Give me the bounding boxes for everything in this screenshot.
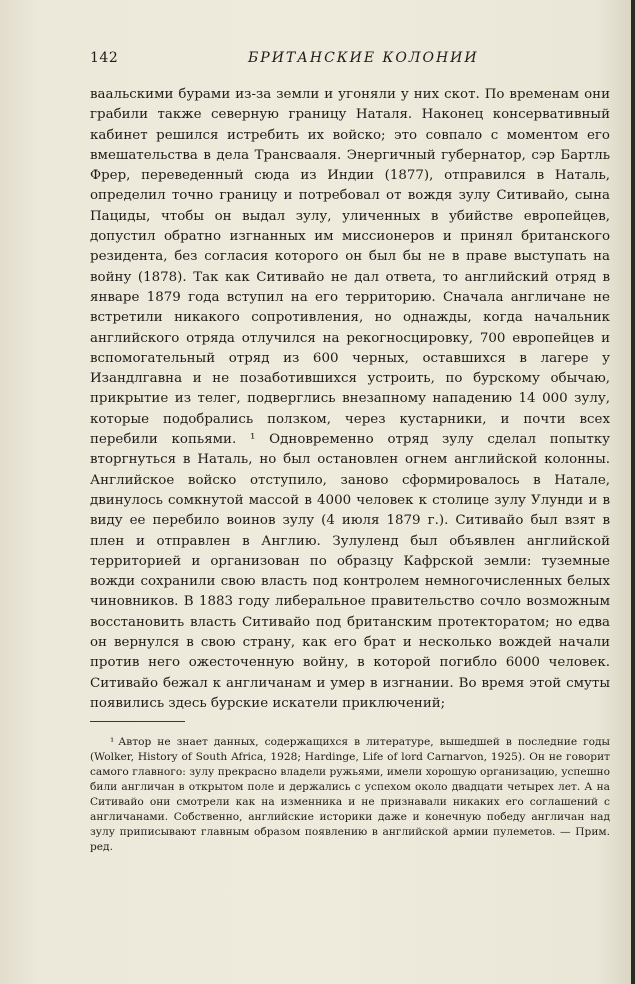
page-header	[90, 50, 560, 72]
book-spine-edge	[631, 0, 635, 984]
footnote	[90, 735, 610, 855]
page-number: 142	[90, 50, 119, 66]
footnote-mark: ¹	[110, 736, 115, 748]
footnote-divider	[90, 721, 185, 722]
body-paragraph: ваальскими бурами из-за земли и угоняли у них скот. По временам они грабили также северную границу Наталя. Наконец консервативный кабинет решился истребить их войско; это совпало с моментом его вмешательства в дела Трансвааля. Энергичный губернатор, сэр Бартль Фрер, переведенный сюда из Индии (1877), отправился в Наталь, определил точно границу и потребовал от вождя зулу Ситивайо, сына Пациды, чтобы он выдал зулу, уличенных в убийстве европейцев, допустил обратно изгнанных им миссионеров и принял британского резидента, без согласия которого он был бы не в праве выступать на войну (1878). Так как Ситивайо не дал ответа, то английский отряд в январе 1879 года вступил на его территорию. Сначала англичане не встретили никакого сопротивления, но однажды, когда начальник английского отряда отлучился на рекогносцировку, 700 европейцев и вспомогательный отряд из 600 черных, оставшихся в лагере у Изандлгавна и не позаботившихся устроить, по бурскому обычаю, прикрытие из телег, подверглись внезапному нападению 14 000 зулу, которые подобрались ползком, через кустарники, и почти всех перебили копьями. ¹ Одновременно отряд зулу сделал попытку вторгнуться в Наталь, но был остановлен огнем английской колонны. Английское войско отступило, заново сформировалось в Натале, двинулось сомкнутой массой в 4000 человек к столице зулу Улунди и в виду ее перебило воинов зулу (4 июля 1879 г.). Ситивайо был взят в плен и отправлен в Англию. Зулуленд был объявлен английской территорией и организован по образцу Кафрской земли: туземные вожди сохранили свою власть под контролем немногочисленных белых чиновников. В 1883 году либеральное правительство сочло возможным восстановить власть Ситивайо под британским протекторатом; но едва он вернулся в свою страну, как его брат и несколько вождей начали против него ожесточенную войну, в которой погибло 6000 человек. Ситивайо бежал к англичанам и умер в изгнании. Во время этой смуты появились здесь бурские искатели приключений;	[90, 87, 610, 711]
footnote-text: Автор не знает данных, содержащихся в литературе, вышедшей в последние годы (Wolker, History of South Africa, 1928; Hardinge, Life of lord Carnarvon, 1925). Он не говорит самого главного: зулу прекрасно владели ружьями, имели хорошую организацию, успешно били англичан в открытом поле и держались с успехом около двадцати четырех лет. А на Ситивайо они смотрели как на изменника и не признавали никаких его соглашений с англичанами. Собственно, английские историки даже и конечную победу англичан над зулу приписывают главным образом появлению в английской армии пулеметов. — Прим. ред.	[90, 736, 610, 853]
running-title: БРИТАНСКИЕ КОЛОНИИ	[248, 50, 479, 66]
